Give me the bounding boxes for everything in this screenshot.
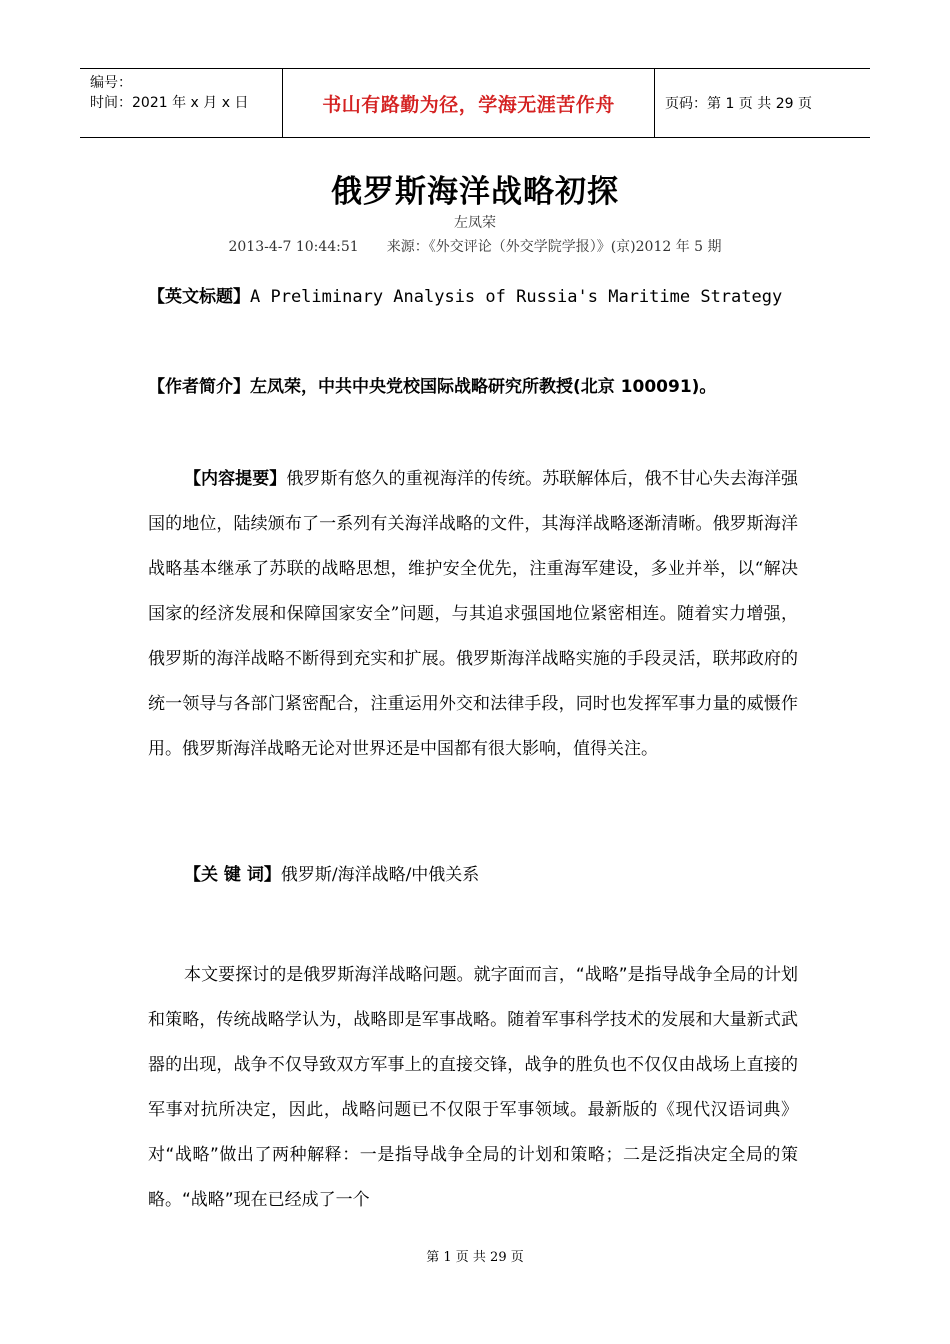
abstract-paragraph (148, 457, 798, 772)
keywords-label: 【关 键 词】 (184, 865, 281, 885)
english-title-paragraph (148, 282, 798, 307)
body-text: 本文要探讨的是俄罗斯海洋战略问题。就字面而言，“战略”是指导战争全局的计划和策略，传统战略学认为，战略即是军事战略。随着军事科学技术的发展和大量新式武器的出现，战争不仅导致双方军事上的直接交锋，战争的胜负也不仅仅由战场上直接的军事对抗所决定，因此，战略问题已不仅限于军事领域。最新版的《现代汉语词典》对“战略”做出了两种解释：一是指导战争全局的计划和策略；二是泛指决定全局的策略。“战略”现在已经成了一个 (148, 965, 798, 1210)
header-page-info: 页码：第 1 页 共 29 页 (665, 96, 812, 112)
keywords-paragraph (184, 860, 804, 885)
article-title: 俄罗斯海洋战略初探 (331, 174, 619, 210)
body-paragraph (148, 953, 798, 1223)
time-label: 时间：2021 年 x 月 x 日 (90, 95, 249, 111)
page-footer: 第 1 页 共 29 页 (426, 1250, 524, 1265)
author-intro: 左凤荣，中共中央党校国际战略研究所教授(北京 100091)。 (250, 377, 717, 397)
author-intro-paragraph (148, 372, 798, 397)
number-label: 编号： (90, 75, 132, 91)
header-table (80, 68, 870, 138)
english-title-label: 【英文标题】 (148, 287, 250, 307)
article-author: 左凤荣 (454, 215, 496, 231)
header-meta (80, 69, 282, 137)
article-source: 来源：《外交评论（外交学院学报）》(京)2012 年 5 期 (386, 239, 722, 255)
english-title: A Preliminary Analysis of Russia's Maritime Strategy (250, 287, 783, 307)
article-date: 2013-4-7 10:44:51 (228, 239, 359, 255)
article-source-line (0, 236, 950, 256)
header-motto: 书山有路勤为径，学海无涯苦作舟 (282, 69, 655, 137)
abstract-label: 【内容提要】 (184, 469, 287, 489)
abstract-text: 俄罗斯有悠久的重视海洋的传统。苏联解体后，俄不甘心失去海洋强国的地位，陆续颁布了一系列有关海洋战略的文件，其海洋战略逐渐清晰。俄罗斯海洋战略基本继承了苏联的战略思想，维护安全优先，注重海军建设，多业并举，以“解决国家的经济发展和保障国家安全”问题，与其追求强国地位紧密相连。随着实力增强，俄罗斯的海洋战略不断得到充实和扩展。俄罗斯海洋战略实施的手段灵活，联邦政府的统一领导与各部门紧密配合，注重运用外交和法律手段，同时也发挥军事力量的威慑作用。俄罗斯海洋战略无论对世界还是中国都有很大影响，值得关注。 (148, 469, 798, 759)
keywords-text: 俄罗斯/海洋战略/中俄关系 (280, 865, 480, 885)
author-intro-label: 【作者简介】 (148, 377, 250, 397)
